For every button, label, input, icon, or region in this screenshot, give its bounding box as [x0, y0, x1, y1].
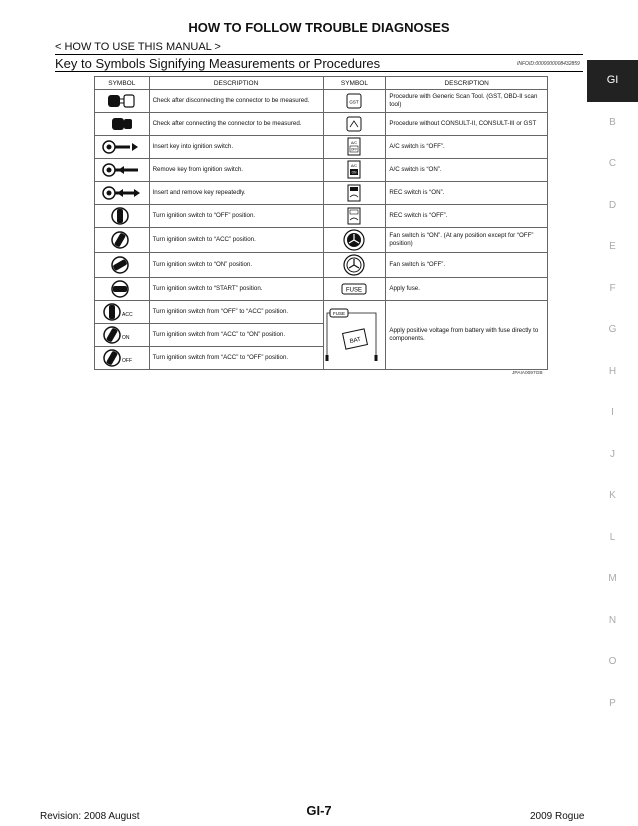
- symbol-cell: [95, 301, 150, 324]
- symbol-cell: [95, 347, 150, 370]
- ac-off-switch-icon: [344, 137, 364, 157]
- tab-o[interactable]: O: [608, 656, 617, 667]
- tab-f[interactable]: F: [609, 282, 616, 294]
- connector-disconnected-icon: [104, 91, 140, 111]
- fuse-label: FUSE: [333, 311, 346, 316]
- description-cell: REC switch is “OFF”.: [386, 205, 548, 228]
- symbol-cell: [323, 159, 386, 182]
- figure-id: JPAIA0097GB: [512, 371, 543, 376]
- fuse-label: FUSE: [346, 287, 363, 294]
- symbol-cell: [323, 90, 386, 113]
- symbol-cell: [95, 228, 150, 253]
- tab-i[interactable]: I: [611, 407, 614, 418]
- connector-connected-icon: [104, 114, 140, 134]
- on-label: ON: [352, 170, 357, 175]
- tab-k[interactable]: K: [609, 490, 616, 501]
- description-cell: Insert key into ignition switch.: [149, 136, 323, 159]
- header-rule: [55, 54, 583, 55]
- tab-g[interactable]: G: [608, 324, 617, 335]
- off-label: OFF: [351, 147, 358, 152]
- description-cell: Fan switch is “OFF”.: [386, 253, 548, 278]
- ignition-acc-to-off-icon: [102, 348, 142, 368]
- symbol-cell: [323, 136, 386, 159]
- on-label: ON: [121, 335, 130, 341]
- description-cell: Apply fuse.: [386, 278, 548, 301]
- symbol-cell: [95, 278, 150, 301]
- description-cell: A/C switch is “OFF”.: [386, 136, 548, 159]
- battery-fuse-icon: [324, 305, 384, 365]
- section-title: Key to Symbols Signifying Measurements or Procedures: [55, 56, 381, 71]
- symbol-cell: [95, 324, 150, 347]
- description-cell: Turn ignition switch from “ACC” to “ON” position.: [149, 324, 323, 347]
- symbol-cell: [323, 278, 386, 301]
- symbol-cell: [323, 113, 386, 136]
- footer-revision: Revision: 2008 August: [40, 811, 140, 822]
- symbol-cell: [95, 159, 150, 182]
- info-id: INFOID:0000000008432859: [517, 61, 580, 67]
- col-header-description: DESCRIPTION: [149, 77, 323, 90]
- tab-d[interactable]: D: [608, 199, 617, 211]
- description-cell: Turn ignition switch to “ON” position.: [149, 253, 323, 278]
- tab-m[interactable]: M: [608, 573, 617, 584]
- fan-off-icon: [342, 253, 366, 277]
- symbol-cell: [95, 182, 150, 205]
- table-row: [95, 228, 548, 253]
- symbol-cell: [95, 136, 150, 159]
- page-number: GI-7: [306, 803, 332, 818]
- ignition-start-icon: [107, 279, 137, 299]
- symbol-cell: [323, 253, 386, 278]
- table-row: [95, 90, 548, 113]
- description-cell: Procedure without CONSULT-II, CONSULT-III or GST: [386, 113, 548, 136]
- ignition-off-to-acc-icon: [102, 302, 142, 322]
- acc-label: ACC: [121, 312, 133, 318]
- symbol-cell: [323, 228, 386, 253]
- description-cell: REC switch is “ON”.: [386, 182, 548, 205]
- no-consult-icon: [344, 115, 364, 133]
- ignition-off-icon: [107, 206, 137, 226]
- insert-remove-key-icon: [100, 183, 144, 203]
- table-row: [95, 253, 548, 278]
- ac-label: A/C: [351, 164, 358, 168]
- insert-key-icon: [100, 137, 144, 157]
- section-rule: [55, 71, 583, 72]
- description-cell: Check after connecting the connector to be measured.: [149, 113, 323, 136]
- tab-e[interactable]: E: [609, 241, 616, 252]
- ignition-acc-icon: [107, 230, 137, 250]
- table-row: [95, 182, 548, 205]
- description-cell: Fan switch is “ON”. (At any position except for “OFF” position): [386, 228, 548, 253]
- tab-b[interactable]: B: [609, 116, 616, 128]
- ignition-acc-to-on-icon: [102, 325, 142, 345]
- symbol-cell: [323, 301, 386, 370]
- symbol-cell: [323, 205, 386, 228]
- symbol-table: [94, 76, 548, 370]
- col-header-symbol: SYMBOL: [95, 77, 150, 90]
- table-row: [95, 301, 548, 324]
- bat-label: BAT: [349, 336, 362, 346]
- tab-p[interactable]: P: [609, 697, 616, 709]
- description-cell: Insert and remove key repeatedly.: [149, 182, 323, 205]
- ac-label: A/C: [351, 141, 358, 145]
- rec-off-switch-icon: [344, 206, 364, 226]
- description-cell: Turn ignition switch to “ACC” position.: [149, 228, 323, 253]
- symbol-cell: [95, 90, 150, 113]
- page-title: HOW TO FOLLOW TROUBLE DIAGNOSES: [188, 20, 450, 35]
- table-row: [95, 205, 548, 228]
- scan-tool-icon: [344, 92, 364, 110]
- description-cell: Turn ignition switch from “ACC” to “OFF” position.: [149, 347, 323, 370]
- description-cell: Turn ignition switch from “OFF” to “ACC” position.: [149, 301, 323, 324]
- symbol-cell: [95, 253, 150, 278]
- table-header-row: [95, 77, 548, 90]
- description-cell: Turn ignition switch to “OFF” position.: [149, 205, 323, 228]
- tab-j[interactable]: J: [610, 448, 615, 460]
- ac-on-switch-icon: [344, 160, 364, 180]
- table-row: [95, 113, 548, 136]
- description-cell: Procedure with Generic Scan Tool. (GST, OBD-II scan tool): [386, 90, 548, 113]
- remove-key-icon: [100, 160, 144, 180]
- ignition-on-icon: [107, 255, 137, 275]
- tab-n[interactable]: N: [608, 614, 617, 626]
- col-header-description-2: DESCRIPTION: [386, 77, 548, 90]
- section-index-tabs: [587, 60, 638, 724]
- description-cell: Turn ignition switch to “START” position.: [149, 278, 323, 301]
- breadcrumb: < HOW TO USE THIS MANUAL >: [55, 41, 221, 53]
- rec-on-switch-icon: [344, 183, 364, 203]
- gst-label: GST: [349, 99, 360, 105]
- fuse-icon: [339, 282, 369, 296]
- symbol-cell: [95, 113, 150, 136]
- fan-on-icon: [342, 228, 366, 252]
- col-header-symbol-2: SYMBOL: [323, 77, 386, 90]
- tab-gi[interactable]: GI: [587, 60, 638, 102]
- footer-model: 2009 Rogue: [530, 811, 585, 822]
- description-cell: Check after disconnecting the connector to be measured.: [149, 90, 323, 113]
- symbol-cell: [323, 182, 386, 205]
- tab-h[interactable]: H: [608, 365, 617, 377]
- table-row: [95, 159, 548, 182]
- off-label: OFF: [121, 358, 132, 364]
- table-row: [95, 278, 548, 301]
- tab-c[interactable]: C: [608, 158, 617, 169]
- tab-l[interactable]: L: [609, 531, 616, 543]
- symbol-cell: [95, 205, 150, 228]
- table-row: [95, 136, 548, 159]
- description-cell: Apply positive voltage from battery with fuse directly to components.: [386, 301, 548, 370]
- description-cell: A/C switch is “ON”.: [386, 159, 548, 182]
- description-cell: Remove key from ignition switch.: [149, 159, 323, 182]
